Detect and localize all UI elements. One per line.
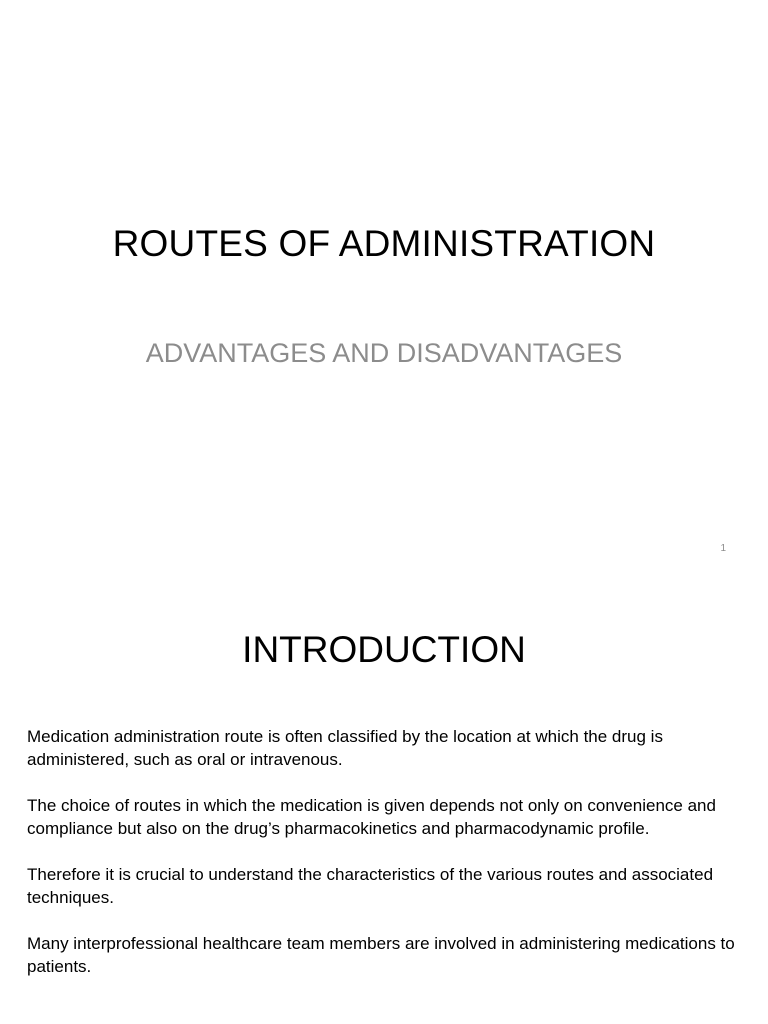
introduction-slide (0, 576, 768, 1024)
page-number: 1 (720, 543, 726, 554)
section-title: INTRODUCTION (242, 629, 526, 670)
paragraph: Many interprofessional healthcare team members are involved in administering medications to patients. (27, 934, 735, 976)
paragraph: The choice of routes in which the medication is given depends not only on convenience and compliance but also on the drug’s pharmacokinetics and pharmacodynamic profile. (27, 796, 716, 838)
paragraph: Therefore it is crucial to understand the characteristics of the various routes and associated techniques. (27, 865, 714, 907)
paragraph: Medication administration route is often classified by the location at which the drug is administered, such as oral or intravenous. (27, 727, 663, 769)
body-text (27, 725, 752, 1001)
slide-title: ROUTES OF ADMINISTRATION (112, 223, 656, 264)
slide-subtitle: ADVANTAGES AND DISADVANTAGES (145, 338, 623, 368)
